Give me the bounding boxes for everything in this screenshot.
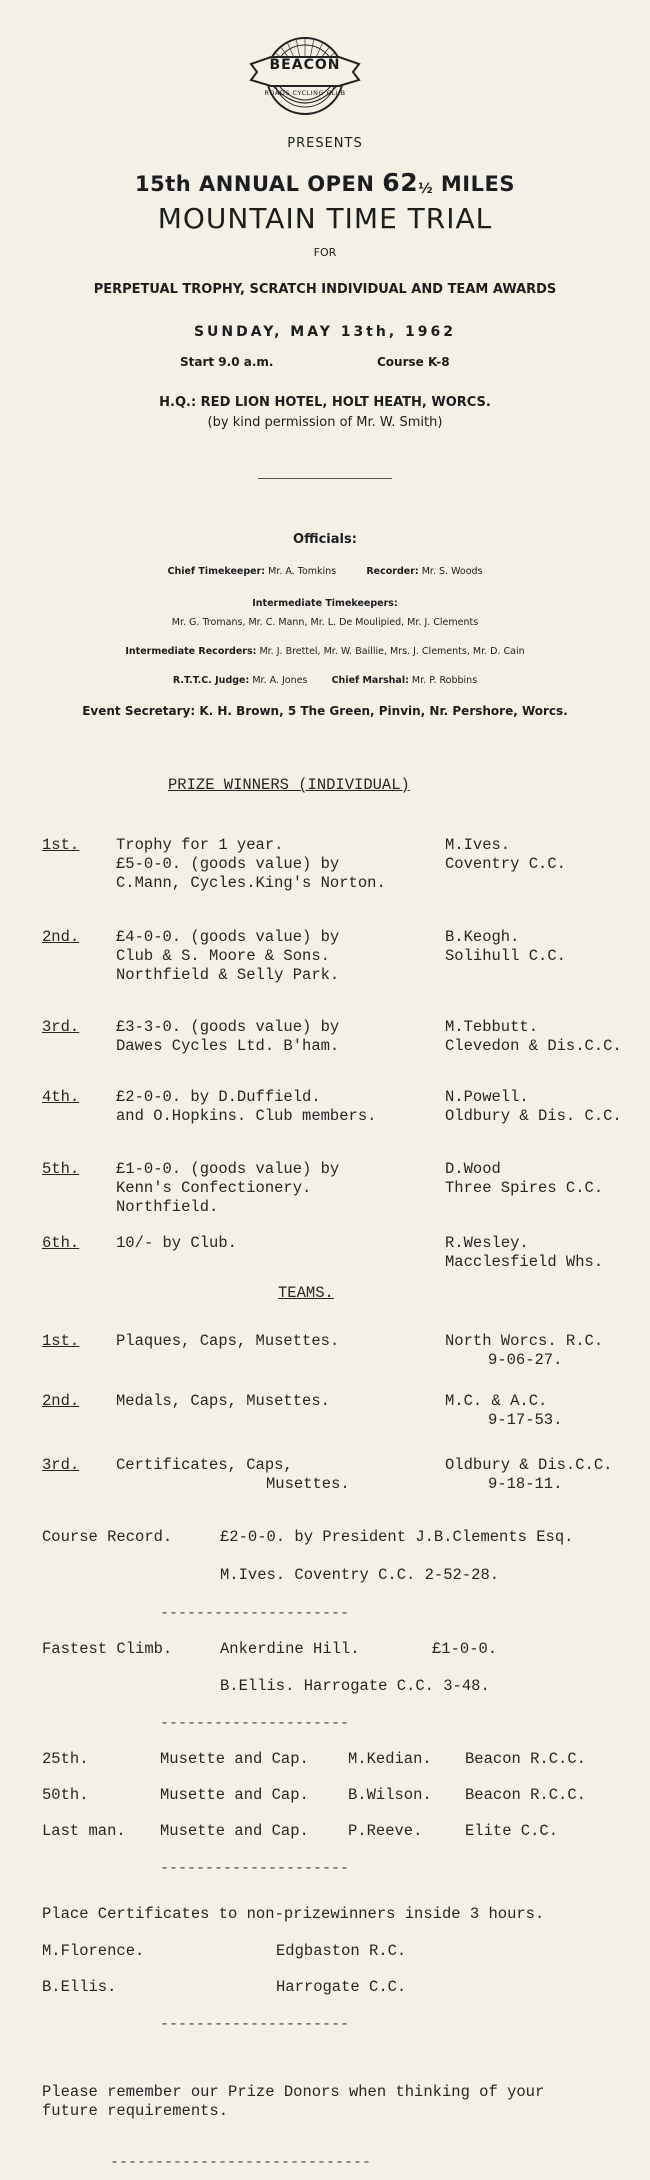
event-title-line2: MOUNTAIN TIME TRIAL (157, 202, 493, 235)
awards-subtitle: PERPETUAL TROPHY, SCRATCH INDIVIDUAL AND TEAM AWARDS (93, 282, 557, 297)
certificate-club-2: Harrogate C.C. (276, 1978, 407, 1996)
individual-place-1: 1st. (42, 836, 80, 854)
award-club-1: Beacon R.C.C. (465, 1750, 586, 1768)
fastest-climb-prize: £1-0-0. (432, 1640, 498, 1658)
officials-heading: Officials: (293, 532, 357, 547)
divider (258, 478, 392, 479)
title-prefix: 15th ANNUAL OPEN (135, 172, 375, 196)
team-time-2: 9-17-53. (488, 1411, 563, 1429)
team-prize-3: Certificates, Caps, (116, 1456, 293, 1474)
course-code: Course K-8 (377, 355, 450, 369)
cycle-wheel-icon (247, 24, 363, 124)
team-time-1: 9-06-27. (488, 1351, 563, 1369)
intermediate-recorders-line (0, 646, 650, 657)
course-record-label: Course Record. (42, 1528, 173, 1546)
individual-prize-6: 10/- by Club. (116, 1234, 237, 1252)
title-distance: 62 (382, 168, 419, 197)
award-rider-3: P.Reeve. (348, 1822, 423, 1840)
permission-note: (by kind permission of Mr. W. Smith) (207, 415, 443, 430)
fastest-climb-holder: B.Ellis. Harrogate C.C. 3-48. (220, 1677, 490, 1695)
chief-marshal-label: Chief Marshal: (331, 675, 409, 686)
award-rider-2: B.Wilson. (348, 1786, 432, 1804)
place-certificates-heading: Place Certificates to non-prizewinners inside 3 hours. (42, 1905, 545, 1923)
course-record-holder: M.Ives. Coventry C.C. 2-52-28. (220, 1566, 500, 1584)
team-place-1: 1st. (42, 1332, 80, 1350)
officials-line-5 (0, 675, 650, 686)
award-position-3: Last man. (42, 1822, 126, 1840)
start-time: Start 9.0 a.m. (180, 355, 274, 369)
rttc-judge-label: R.T.T.C. Judge: (172, 675, 250, 686)
award-prize-2: Musette and Cap. (160, 1786, 309, 1804)
team-place-3: 3rd. (42, 1456, 80, 1474)
individual-prize-1: Trophy for 1 year. £5-0-0. (goods value) by C.Mann, Cycles.King's Norton. (116, 836, 386, 892)
individual-place-3: 3rd. (42, 1018, 80, 1036)
award-position-1: 25th. (42, 1750, 89, 1768)
club-logo-name: BEACON (269, 57, 341, 73)
individual-winner-3: M.Tebbutt. Clevedon & Dis.C.C. (445, 1018, 622, 1055)
individual-prize-5: £1-0-0. (goods value) by Kenn's Confectionery. Northfield. (116, 1160, 340, 1216)
separator-long: ----------------------------- (110, 2154, 372, 2171)
separator: --------------------- (160, 1605, 350, 1622)
award-club-3: Elite C.C. (465, 1822, 559, 1840)
presents-text: PRESENTS (287, 136, 363, 151)
title-fraction: ½ (418, 181, 434, 197)
separator: --------------------- (160, 1715, 350, 1732)
teams-heading: TEAMS. (278, 1284, 334, 1302)
individual-place-5: 5th. (42, 1160, 80, 1178)
award-prize-3: Musette and Cap. (160, 1822, 309, 1840)
officials-line-1 (0, 566, 650, 577)
individual-place-6: 6th. (42, 1234, 80, 1252)
chief-timekeeper: Mr. A. Tomkins (268, 566, 337, 577)
separator: --------------------- (160, 2016, 350, 2033)
for-text: FOR (313, 246, 337, 259)
team-prize-3-line2: Musettes. (266, 1475, 350, 1493)
team-prize-1: Plaques, Caps, Musettes. (116, 1332, 340, 1350)
recorder: Mr. S. Woods (421, 566, 483, 577)
separator: --------------------- (160, 1860, 350, 1877)
certificate-rider-1: M.Florence. (42, 1942, 145, 1960)
team-winner-3: Oldbury & Dis.C.C. (445, 1456, 613, 1474)
team-winner-1: North Worcs. R.C. (445, 1332, 604, 1350)
individual-place-4: 4th. (42, 1088, 80, 1106)
individual-winner-4: N.Powell. Oldbury & Dis. C.C. (445, 1088, 622, 1125)
fastest-climb-hill: Ankerdine Hill. (220, 1640, 360, 1658)
intermediate-timekeepers-label: Intermediate Timekeepers: (252, 598, 398, 609)
event-secretary: Event Secretary: K. H. Brown, 5 The Green, Pinvin, Nr. Pershore, Worcs. (82, 704, 568, 718)
intermediate-recorders-label: Intermediate Recorders: (125, 646, 257, 657)
individual-winner-6: R.Wesley. Macclesfield Whs. (445, 1234, 604, 1271)
event-title-line1 (0, 168, 650, 197)
individual-prize-3: £3-3-0. (goods value) by Dawes Cycles Ltd. B'ham. (116, 1018, 340, 1055)
intermediate-timekeepers: Mr. G. Tromans, Mr. C. Mann, Mr. L. De Moulipied, Mr. J. Clements (171, 617, 479, 628)
individual-prize-4: £2-0-0. by D.Duffield. and O.Hopkins. Club members. (116, 1088, 377, 1125)
individual-winner-2: B.Keogh. Solihull C.C. (445, 928, 566, 965)
fastest-climb-label: Fastest Climb. (42, 1640, 173, 1658)
course-record-prize: £2-0-0. by President J.B.Clements Esq. (220, 1528, 574, 1546)
headquarters: H.Q.: RED LION HOTEL, HOLT HEATH, WORCS. (159, 395, 491, 410)
recorder-label: Recorder: (366, 566, 419, 577)
individual-heading: PRIZE WINNERS (INDIVIDUAL) (168, 776, 410, 794)
team-place-2: 2nd. (42, 1392, 80, 1410)
event-date: SUNDAY, MAY 13th, 1962 (193, 324, 457, 340)
individual-prize-2: £4-0-0. (goods value) by Club & S. Moore & Sons. Northfield & Selly Park. (116, 928, 340, 984)
award-club-2: Beacon R.C.C. (465, 1786, 586, 1804)
individual-winner-5: D.Wood Three Spires C.C. (445, 1160, 604, 1197)
club-logo-ring-text: ROADS CYCLING CLUB (264, 89, 346, 97)
title-unit: MILES (440, 172, 515, 196)
individual-winner-1: M.Ives. Coventry C.C. (445, 836, 566, 873)
team-time-3: 9-18-11. (488, 1475, 563, 1493)
donors-note: Please remember our Prize Donors when thinking of your future requirements. (42, 2083, 545, 2120)
team-winner-2: M.C. & A.C. (445, 1392, 548, 1410)
award-prize-1: Musette and Cap. (160, 1750, 309, 1768)
team-prize-2: Medals, Caps, Musettes. (116, 1392, 330, 1410)
individual-place-2: 2nd. (42, 928, 80, 946)
chief-timekeeper-label: Chief Timekeeper: (167, 566, 266, 577)
chief-marshal: Mr. P. Robbins (411, 675, 478, 686)
certificate-club-1: Edgbaston R.C. (276, 1942, 407, 1960)
award-rider-1: M.Kedian. (348, 1750, 432, 1768)
intermediate-recorders: Mr. J. Brettel, Mr. W. Baillie, Mrs. J. Clements, Mr. D. Cain (259, 646, 525, 657)
certificate-rider-2: B.Ellis. (42, 1978, 117, 1996)
rttc-judge: Mr. A. Jones (252, 675, 308, 686)
award-position-2: 50th. (42, 1786, 89, 1804)
